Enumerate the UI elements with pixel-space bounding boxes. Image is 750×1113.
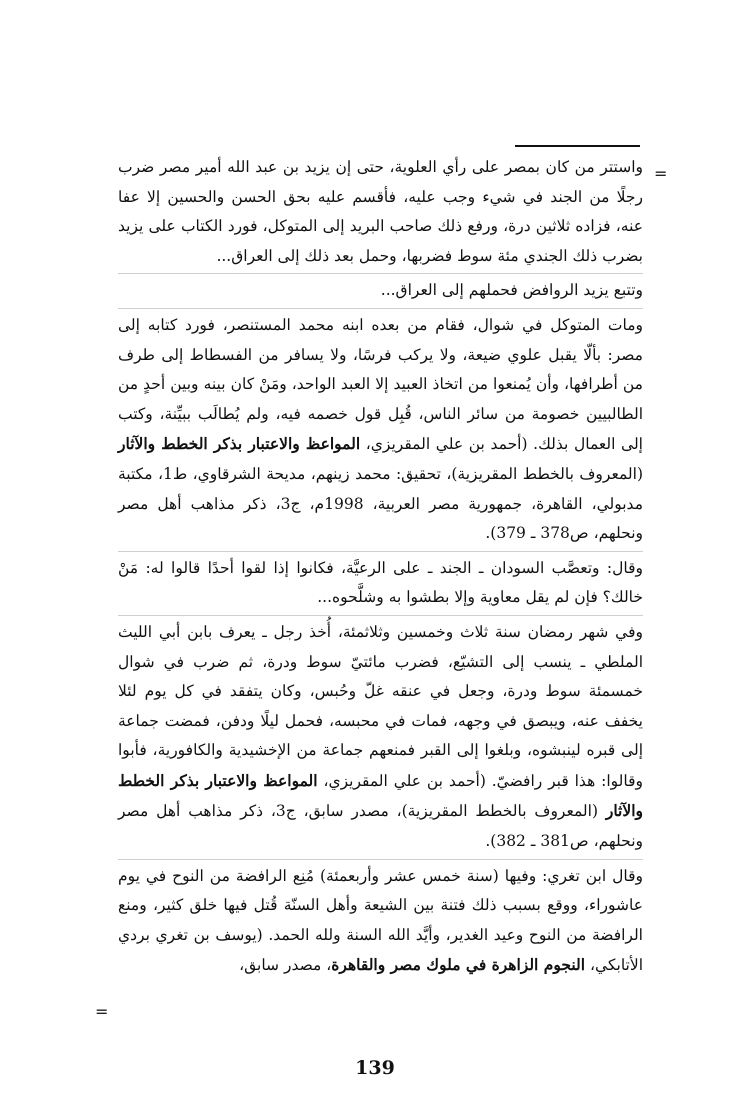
book-title: المواعظ والاعتبار بذكر الخطط والآثار	[118, 434, 361, 454]
text-run: وقال ابن تغري: وفيها (سنة خمس عشر وأربعمئة) مُنِع الرافضة من النوح في يوم عاشوراء، ووقع بسبب ذلك فتنة بين الشيعة وأهل السنّة قُتل فيها خلق كثير، ومنع الرافضة من النوح وعيد الغدير، وأيَّد الله السنة ولله الحمد. (يوسف بن تغري بردي الأتابكي،	[118, 866, 643, 975]
continuation-marker-bottom: =	[95, 1002, 109, 1021]
paragraph	[118, 273, 643, 306]
book-title: النجوم الزاهرة في ملوك مصر والقاهرة	[331, 955, 586, 975]
footnote-text-body	[118, 153, 643, 981]
text-run: وفي شهر رمضان سنة ثلاث وخمسين وثلاثمئة، أُخذ رجل ـ يعرف بابن أبي الليث الملطي ـ ينسب إلى التشيّع، فضرب مائتيّ سوط ودرة، ثم ضرب في شوال خمسمئة سوط ودرة، وجعل في عنقه غلّ وحُبس، وكان يتفقد في كل يوم لئلا يخفف عنه، ويبصق في وجهه، فمات في محبسه، فحمل ليلًا ودفن، فمضت جماعة إلى قبره لينبشوه، وبلغوا إلى القبر فمنعهم جماعة من الإخشيدية والكافورية، فأبوا وقالوا: هذا قبر رافضيّ. (أحمد بن علي المقريزي،	[118, 622, 643, 790]
text-run: ومات المتوكل في شوال، فقام من بعده ابنه محمد المستنصر، فورد كتابه إلى مصر: بألّا يقبل علوي ضيعة، ولا يركب فرسًا، ولا يسافر من الفسطاط إلى طرف من أطرافها، وأن يُمنعوا من اتخاذ العبيد إلا العبد الواحد، ومَنْ كان بينه وبين أحدٍ من الطالبيين خصومة من سائر الناس، قُبِل قول خصمه فيه، ولم يُطالَب ببيِّنة، وكتب إلى العمال بذلك. (أحمد بن علي المقريزي،	[118, 315, 643, 454]
paragraph	[118, 153, 643, 271]
text-run: واستتر من كان بمصر على رأي العلوية، حتى إن يزيد بن عبد الله أمير مصر ضرب رجلًا من الجند في شيء وجب عليه، فأقسم عليه بحق الحسن والحسين إلا عفا عنه، فزاده ثلاثين درة، ورفع ذلك صاحب البريد إلى المتوكل، فورد الكتاب على يزيد بضرب ذلك الجندي مئة سوط فضربها، وحمل بعد ذلك إلى العراق...	[118, 158, 643, 265]
footnote-separator-rule	[515, 145, 640, 147]
text-run: وقال: وتعصَّب السودان ـ الجند ـ على الرعيَّة، فكانوا إذا لقوا أحدًا قالوا له: مَنْ خالك؟ فإن لم يقل معاوية وإلا بطشوا به وشلَّحوه...	[118, 558, 643, 607]
continuation-marker-top: =	[654, 164, 668, 183]
text-run: وتتبع يزيد الروافض فحملهم إلى العراق...	[380, 281, 643, 300]
paragraph	[118, 615, 643, 857]
paragraph	[118, 859, 643, 981]
paragraph	[118, 308, 643, 549]
text-run: (المعروف بالخطط المقريزية)، مصدر سابق، ج3، ذكر مذاهب أهل مصر ونحلهم، ص381 ـ 382).	[118, 802, 643, 851]
book-title: المواعظ والاعتبار بذكر الخطط والآثار	[118, 770, 643, 821]
paragraph	[118, 551, 643, 613]
page-number: 139	[355, 1057, 395, 1079]
text-run: ، مصدر سابق،	[239, 956, 332, 975]
text-run: (المعروف بالخطط المقريزية)، تحقيق: محمد زينهم، مديحة الشرقاوي، ط1، مكتبة مدبولي، القاهرة، جمهورية مصر العربية، 1998م، ج3، ذكر مذاهب أهل مصر ونحلهم، ص378 ـ 379).	[118, 464, 643, 543]
